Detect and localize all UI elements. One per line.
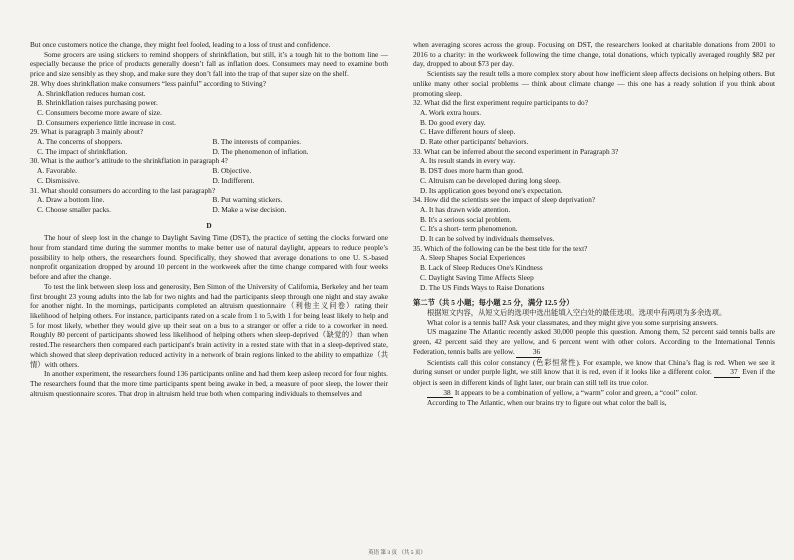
question-29-option-d: D. The phenomenon of inflation. — [212, 146, 309, 156]
question-33-option-d: D. Its application goes beyond one's expectation. — [420, 185, 563, 195]
question-31-options-row-2 — [37, 205, 388, 215]
question-32-option-b: B. Do good every day. — [420, 117, 486, 127]
cloze-paragraph-2 — [413, 327, 775, 357]
question-29-options-row-2 — [37, 147, 388, 157]
question-33-option-b: B. DST does more harm than good. — [420, 166, 524, 176]
cloze-paragraph-4 — [413, 388, 775, 399]
cloze-paragraph-3 — [413, 358, 775, 388]
right-column — [413, 40, 775, 408]
section-d-label: D — [206, 220, 212, 230]
question-29-option-c: C. The impact of shrinkflation. — [37, 146, 128, 156]
passage-d-continued-1: when averaging scores across the group. Focusing on DST, the researchers looked at charitable donations from 2001 to 2016 to a charity: in the workweek following the time change, total donations, which typically averaged roughly $82 per day, dropped to about $73 per day. — [413, 40, 775, 69]
question-28-option-b: B. Shrinkflation raises purchasing power. — [37, 98, 158, 108]
question-29-option-a: A. The concerns of shoppers. — [37, 137, 123, 147]
passage-d-paragraph-1: The hour of sleep lost in the change to Daylight Saving Time (DST), the practice of setting the clocks forward one hour from standard time during the summer months to make better use of natural daylight, appears to reduce people’s possibility to help others, the researchers found. Specifically, they showed that average donations to one U. S.-based nonprofit organization dropped by around 10 percent in the workweek after the time change compared with four weeks before and after the change. — [30, 233, 388, 282]
question-34-stem: 34. How did the scientists see the impact of sleep deprivation? — [413, 195, 596, 205]
question-31-option-b: B. Put warning stickers. — [212, 195, 283, 205]
question-28-stem: 28. Why does shrinkflation make consumers “less painful” according to Stiving? — [30, 78, 266, 88]
section-2-title — [413, 298, 775, 308]
blank-38[interactable]: 38 — [427, 388, 453, 399]
question-35-option-a: A. Sleep Shapes Social Experiences — [420, 253, 526, 263]
question-35-option-b: B. Lack of Sleep Reduces One's Kindness — [420, 263, 543, 273]
cloze-paragraph-4-text: It appears to be a combination of yellow, a “warm” color and green, a “cool” color. — [454, 387, 698, 397]
question-28-option-c: C. Consumers become more aware of size. — [37, 107, 162, 117]
question-34-option-a: A. It has drawn wide attention. — [420, 204, 511, 214]
question-31-options-row-1 — [37, 195, 388, 205]
question-35-option-c: C. Daylight Saving Time Affects Sleep — [420, 272, 534, 282]
section-2-title-text: 第二节（共 5 小题；每小题 2.5 分，满分 12.5 分） — [413, 298, 574, 308]
question-30-option-d: D. Indifferent. — [212, 175, 255, 185]
page-footer: 英语 第 3 页 （共 5 页） — [368, 550, 426, 556]
blank-36[interactable]: 36 — [516, 347, 542, 358]
question-28-option-a: A. Shrinkflation reduces human cost. — [37, 88, 146, 98]
question-29-stem: 29. What is paragraph 3 mainly about? — [30, 127, 144, 137]
question-32-option-a: A. Work extra hours. — [420, 107, 482, 117]
question-33-stem: 33. What can be inferred about the second experiment in Paragraph 3? — [413, 146, 619, 156]
cloze-paragraph-3-tail: Even if the object is seen in different kinds of light later, our brain can still tell its true color. — [413, 367, 776, 387]
question-30-stem: 30. What is the author’s attitude to the shrinkflation in paragraph 4? — [30, 156, 228, 166]
question-31-option-c: C. Choose smaller packs. — [37, 204, 111, 214]
cloze-paragraph-2-text: US magazine The Atlantic recently asked 30,000 people this question. Among them, 52 percent said tennis balls are green, 42 percent said they are yellow, and 6 percent went with other colors. According to the International Tennis Federation, tennis balls are yellow. — [413, 327, 775, 356]
passage-d-paragraph-3: In another experiment, the researchers found 136 participants online and had them keep asleep record for four nights. The researchers found that the more time participants spent being awake in bed, a measure of poor sleep, the lower their altruism questionnaire scores. That drop in altruism held true both when comparing individuals to themselves and — [30, 369, 388, 398]
question-32-option-d: D. Rate other participants' behaviors. — [420, 137, 529, 147]
question-33-option-c: C. Altruism can be developed during long sleep. — [420, 175, 561, 185]
question-35-stem: 35. Which of the following can be the best title for the text? — [413, 243, 588, 253]
question-34-option-b: B. It's a serious social problem. — [420, 214, 512, 224]
question-34-option-c: C. It's a short- term phenomenon. — [420, 224, 518, 234]
intro-paragraph-2: Some grocers are using stickers to remind shoppers of shrinkflation, but still, it’s a tough hit to the bottom line — especially because the price of products generally doesn’t fall as inflation does. Consumers may need to examine both price and size sensibly as they shop, and make sure they don’t fall into the trap of that super size on the shelf. — [30, 49, 388, 79]
question-31-option-a: A. Draw a bottom line. — [37, 195, 105, 205]
question-30-options-row-1 — [37, 166, 388, 176]
cloze-paragraph-1: What color is a tennis ball? Ask your classmates, and they might give you some surprising answers. — [427, 317, 719, 327]
question-30-option-b: B. Objective. — [212, 166, 252, 176]
question-35-option-d: D. The US Finds Ways to Raise Donations — [420, 282, 545, 292]
section-2-instructions: 根据短文内容，从短文后的选项中选出能填入空白处的最佳选项。选项中有两项为多余选项。 — [427, 307, 727, 317]
question-29-options-row-1 — [37, 137, 388, 147]
question-31-option-d: D. Make a wise decision. — [212, 204, 287, 214]
question-31-stem: 31. What should consumers do according to the last paragraph? — [30, 185, 216, 195]
intro-paragraph-1: But once customers notice the change, they might feel fooled, leading to a loss of trust and confidence. — [30, 40, 331, 49]
question-32-option-c: C. Have different hours of sleep. — [420, 127, 516, 137]
cloze-paragraph-3-text: Scientists call this color constancy (色彩恒常性). For example, we know that China’s flag is red. When we see it during sunset or under purple light, we still know that it is red, even if it looks like a different color. — [413, 357, 775, 377]
question-30-options-row-2 — [37, 176, 388, 186]
question-34-option-d: D. It can be solved by individuals themselves. — [420, 234, 555, 244]
question-32-stem: 32. What did the first experiment require participants to do? — [413, 98, 588, 108]
passage-d-continued-2: Scientists say the result tells a more complex story about how inefficient sleep affects decisions on helping others. But unlike many other social problems — think about climate change — this one has a ready solution if you think about promoting sleep. — [413, 69, 775, 98]
question-30-option-a: A. Favorable. — [37, 166, 77, 176]
question-28-option-d: D. Consumers experience little increase in cost. — [37, 117, 177, 127]
question-29-option-b: B. The interests of companies. — [212, 137, 302, 147]
blank-37[interactable]: 37 — [714, 367, 740, 378]
passage-d-paragraph-2: To test the link between sleep loss and generosity, Ben Simon of the University of California, Berkeley and her team first brought 23 young adults into the lab for two nights and had the participants sleep through one night and stay awake for another night. In the mornings, participants completed an altruism questionnaire（利他主义问卷）rating their likelihood of helping others. For instance, participants rated on a scale from 1 to 5,with 1 for being least likely to help and 5 for most likely, whether they would give up their seat on a bus to a stranger or offer a ride to a coworker in need. Roughly 80 percent of participants showed less likelihood of helping others when sleep-deprived（缺觉的）than when rested.The researchers then compared each participant's brain activity in a rested state with that in a sleep-deprived state, which showed that sleep deprivation reduced activity in a network of brain regions linked to the ability to empathize（共情）with others. — [30, 281, 388, 369]
left-column — [30, 40, 388, 398]
question-30-option-c: C. Dismissive. — [37, 175, 80, 185]
question-33-option-a: A. Its result stands in every way. — [420, 156, 516, 166]
cloze-paragraph-5: According to The Atlantic, when our brains try to figure out what color the ball is, — [427, 398, 667, 408]
